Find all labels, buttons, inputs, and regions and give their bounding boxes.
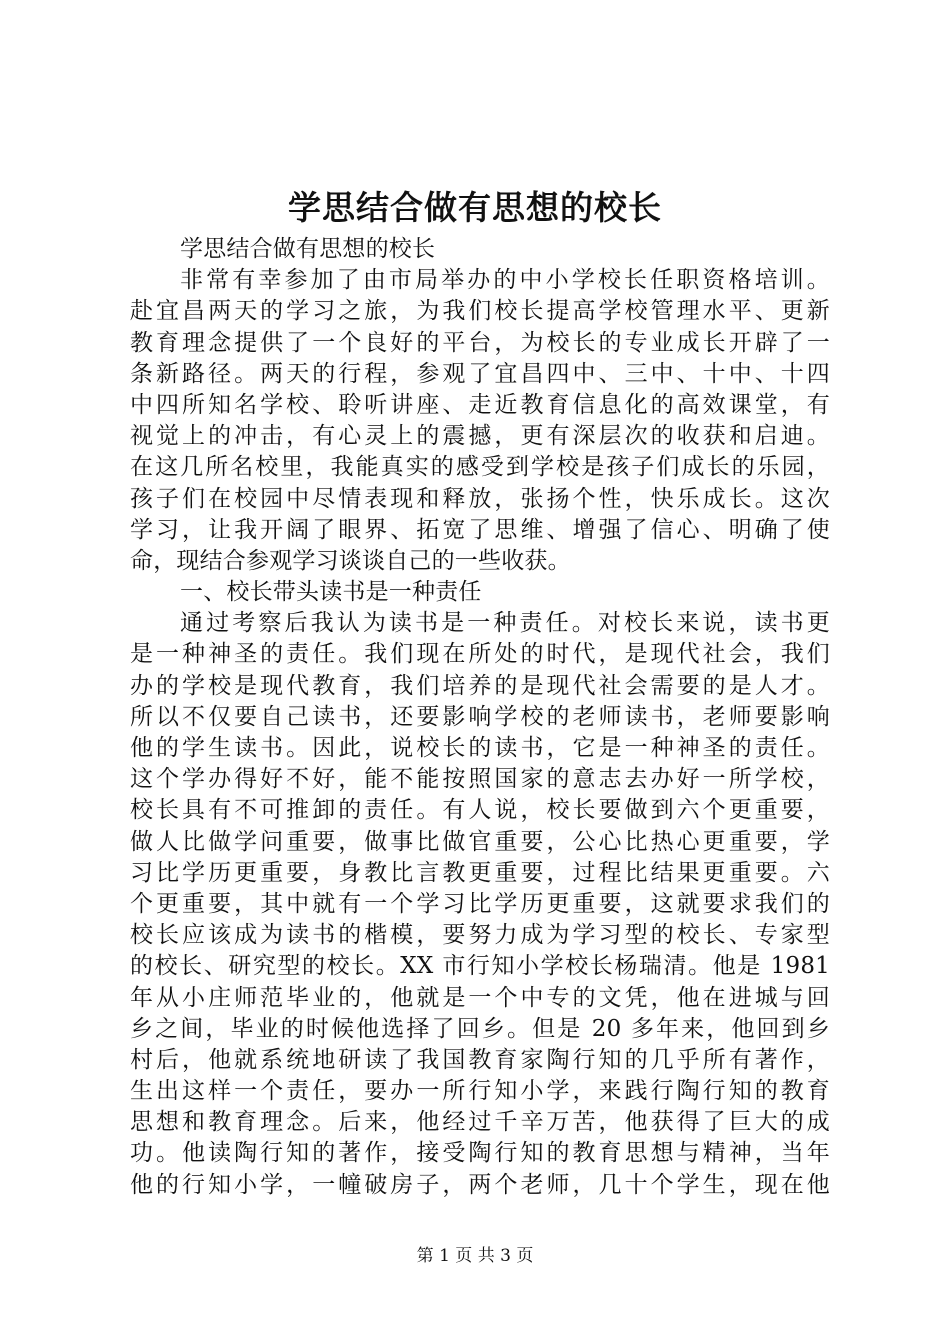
text-line: 这个学办得好不好，能不能按照国家的意志去办好一所学校， [130,766,830,793]
document-title: 学思结合做有思想的校长 [288,188,662,227]
text-line: 赴宜昌两天的学习之旅，为我们校长提高学校管理水平、更新 [130,298,830,325]
text-line: 办的学校是现代教育，我们培养的是现代社会需要的是人才。 [130,672,830,699]
text-line: 学习，让我开阔了眼界、拓宽了思维、增强了信心、明确了使 [130,516,830,543]
text-line: 的校长、研究型的校长。XX 市行知小学校长杨瑞清。他是 1981 [130,953,830,980]
text-line: 做人比做学问重要，做事比做官重要，公心比热心更重要，学 [130,828,830,855]
text-line: 他的学生读书。因此，说校长的读书，它是一种神圣的责任。 [130,735,830,761]
text-line: 年从小庄师范毕业的，他就是一个中专的文凭，他在进城与回 [130,984,830,1011]
text-line: 视觉上的冲击，有心灵上的震撼，更有深层次的收获和启迪。 [130,423,830,450]
text-line: 村后，他就系统地研读了我国教育家陶行知的几乎所有著作， [130,1046,830,1073]
text-line: 校长应该成为读书的楷模，要努力成为学习型的校长、专家型 [130,922,830,949]
text-line: 所以不仅要自己读书，还要影响学校的老师读书，老师要影响 [130,703,830,730]
text-line: 学思结合做有思想的校长 [180,236,436,262]
text-line: 习比学历更重要，身教比言教更重要，过程比结果更重要。六 [130,859,830,886]
page-footer: 第 1 页 共 3 页 [416,1246,534,1266]
text-line: 个更重要，其中就有一个学习比学历更重要，这就要求我们的 [130,890,830,917]
text-line: 生出这样一个责任，要办一所行知小学，来践行陶行知的教育 [130,1078,830,1105]
text-line: 一、校长带头读书是一种责任 [180,579,482,606]
text-line: 在这几所名校里，我能真实的感受到学校是孩子们成长的乐园， [130,454,830,481]
text-line: 命，现结合参观学习谈谈自己的一些收获。 [130,547,571,574]
text-line: 孩子们在校园中尽情表现和释放，张扬个性，快乐成长。这次 [130,485,830,512]
text-line: 功。他读陶行知的著作，接受陶行知的教育思想与精神，当年 [130,1140,830,1167]
text-line: 通过考察后我认为读书是一种责任。对校长来说，读书更 [180,610,830,637]
text-line: 校长具有不可推卸的责任。有人说，校长要做到六个更重要， [130,797,830,824]
text-line: 他的行知小学，一幢破房子，两个老师，几十个学生，现在他 [130,1171,830,1198]
text-line: 乡之间，毕业的时候他选择了回乡。但是 20 多年来，他回到乡 [130,1015,830,1042]
text-line: 条新路径。两天的行程，参观了宜昌四中、三中、十中、十四 [130,360,830,387]
text-line: 教育理念提供了一个良好的平台，为校长的专业成长开辟了一 [130,329,830,356]
text-line: 思想和教育理念。后来，他经过千辛万苦，他获得了巨大的成 [130,1109,830,1136]
document-body [130,234,830,1201]
text-line: 非常有幸参加了由市局举办的中小学校长任职资格培训。 [180,267,830,294]
text-line: 是一种神圣的责任。我们现在所处的时代，是现代社会，我们 [130,641,830,668]
text-line: 中四所知名学校、聆听讲座、走近教育信息化的高效课堂，有 [130,391,830,418]
